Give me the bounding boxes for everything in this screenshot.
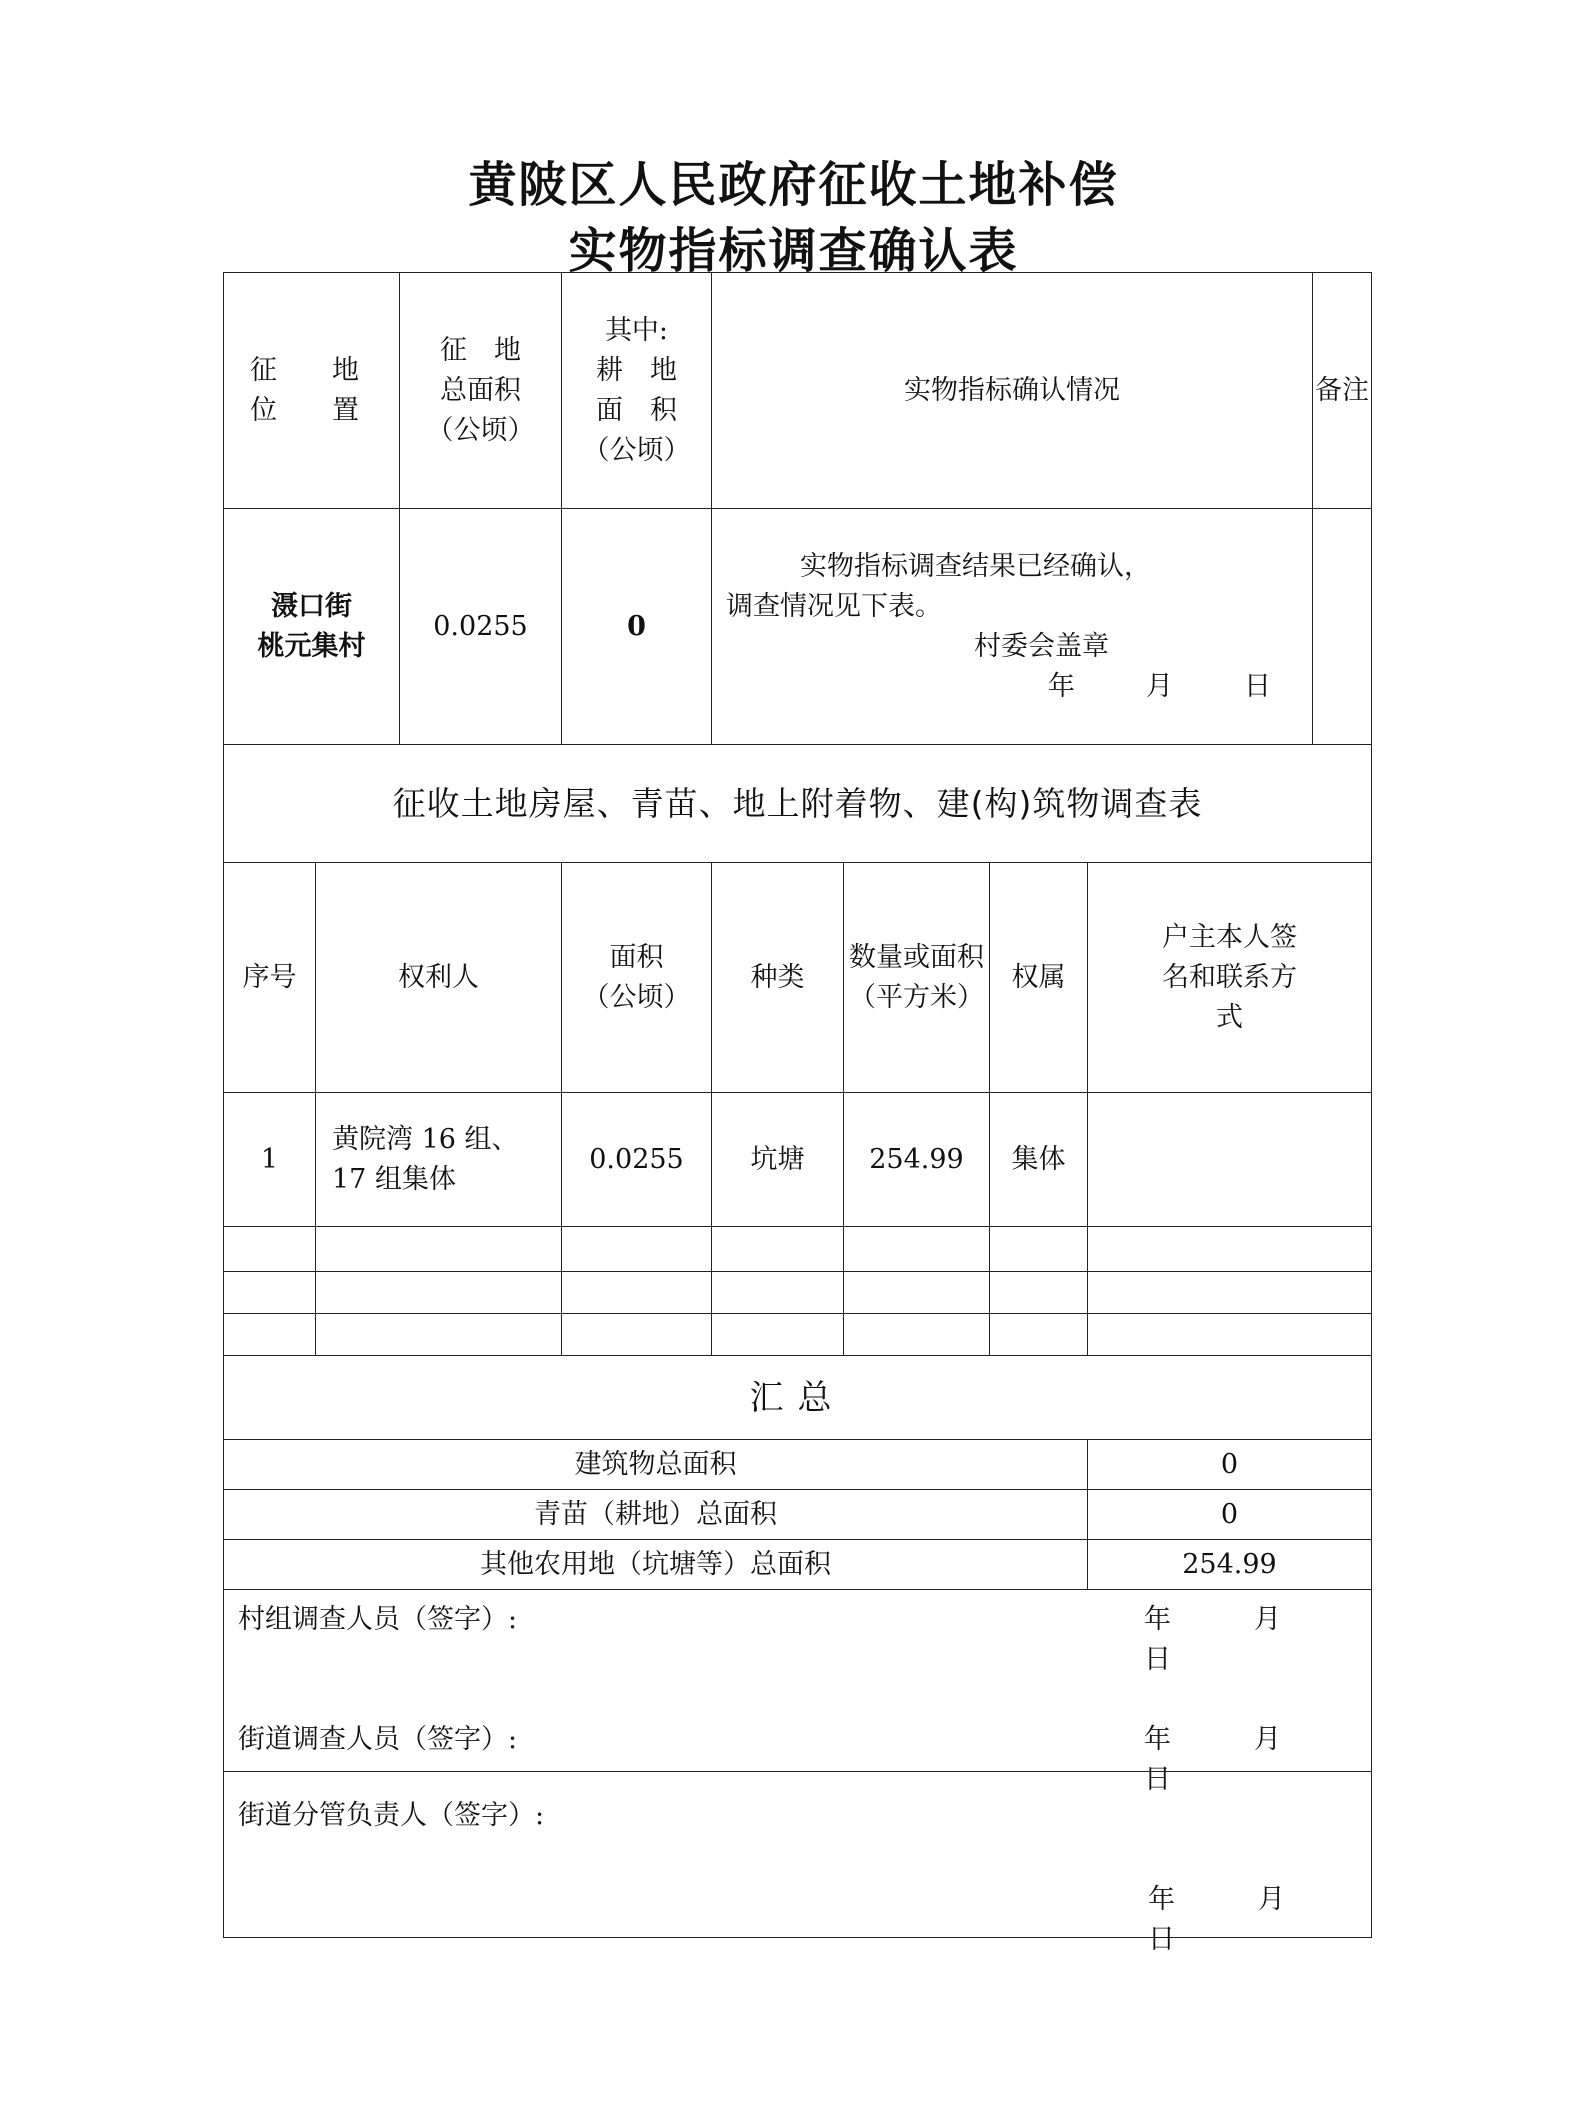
summary-label: 青苗（耕地）总面积 (224, 1490, 1088, 1540)
owner-signature-header: 户主本人签 名和联系方 式 (1088, 863, 1372, 1093)
summary-row (224, 1540, 1372, 1590)
remarks-value (1313, 509, 1372, 745)
ownership-header: 权属 (990, 863, 1088, 1093)
section-title: 征收土地房屋、青苗、地上附着物、建(构)筑物调查表 (224, 745, 1372, 863)
summary-value: 254.99 (1088, 1540, 1372, 1590)
leader-signature-row (224, 1772, 1372, 1938)
street-leader-date: 年 月 日 (1148, 1884, 1368, 1955)
confirmation-header: 实物指标确认情况 (712, 273, 1313, 509)
top-header-row (224, 273, 1372, 509)
farmland-area-value: 0 (562, 509, 712, 745)
summary-row (224, 1490, 1372, 1540)
row-area: 0.0255 (562, 1093, 712, 1227)
owner-header: 权利人 (316, 863, 562, 1093)
village-investigator-label: 村组调查人员（签字）: (238, 1604, 518, 1635)
location-header: 征 地 位 置 (224, 273, 400, 509)
summary-row (224, 1440, 1372, 1490)
total-area-value: 0.0255 (400, 509, 562, 745)
street-investigator-label: 街道调查人员（签字）: (238, 1724, 518, 1755)
row-owner: 黄院湾 16 组、 17 组集体 (316, 1093, 562, 1227)
farmland-area-header: 其中: 耕 地 面 积 （公顷） (562, 273, 712, 509)
location-value: 滠口街 桃元集村 (224, 509, 400, 745)
section-title-row (224, 745, 1372, 863)
top-data-row (224, 509, 1372, 745)
seq-header: 序号 (224, 863, 316, 1093)
table-row-empty (224, 1227, 1372, 1272)
row-seq: 1 (224, 1093, 316, 1227)
summary-value: 0 (1088, 1490, 1372, 1540)
row-quantity: 254.99 (844, 1093, 990, 1227)
area-header: 面积 （公顷） (562, 863, 712, 1093)
table-row-empty (224, 1314, 1372, 1356)
row-signature (1088, 1093, 1372, 1227)
table-row (224, 1093, 1372, 1227)
summary-value: 0 (1088, 1440, 1372, 1490)
summary-label: 其他农用地（坑塘等）总面积 (224, 1540, 1088, 1590)
quantity-header: 数量或面积 （平方米） (844, 863, 990, 1093)
summary-label: 建筑物总面积 (224, 1440, 1088, 1490)
investigator-signatures (224, 1590, 1372, 1795)
table-row-empty (224, 1272, 1372, 1314)
street-leader-label: 街道分管负责人（签字）: (238, 1800, 545, 1831)
document-title-line-2: 实物指标调查确认表 (568, 223, 1019, 279)
survey-header-row (224, 863, 1372, 1093)
summary-title: 汇总 (224, 1356, 1372, 1440)
confirmation-text: 实物指标调查结果已经确认， 调查情况见下表。 村委会盖章 年 月 日 (712, 509, 1313, 745)
street-investigator-date: 年 月 日 (1144, 1724, 1364, 1795)
investigator-signature-row (224, 1590, 1372, 1772)
village-seal-label: 村委会盖章 (974, 630, 1109, 662)
document-title-line-1: 黄陂区人民政府征收土地补偿 (468, 157, 1119, 213)
confirmation-form-table (223, 272, 1372, 1955)
confirmation-date: 年 月 日 (1048, 670, 1293, 702)
village-investigator-date: 年 月 日 (1144, 1604, 1364, 1675)
type-header: 种类 (712, 863, 844, 1093)
leader-signature (224, 1772, 1372, 1955)
row-ownership: 集体 (990, 1093, 1088, 1227)
remarks-header: 备注 (1313, 273, 1372, 509)
row-type: 坑塘 (712, 1093, 844, 1227)
summary-title-row (224, 1356, 1372, 1440)
total-area-header: 征 地 总面积 （公顷） (400, 273, 562, 509)
